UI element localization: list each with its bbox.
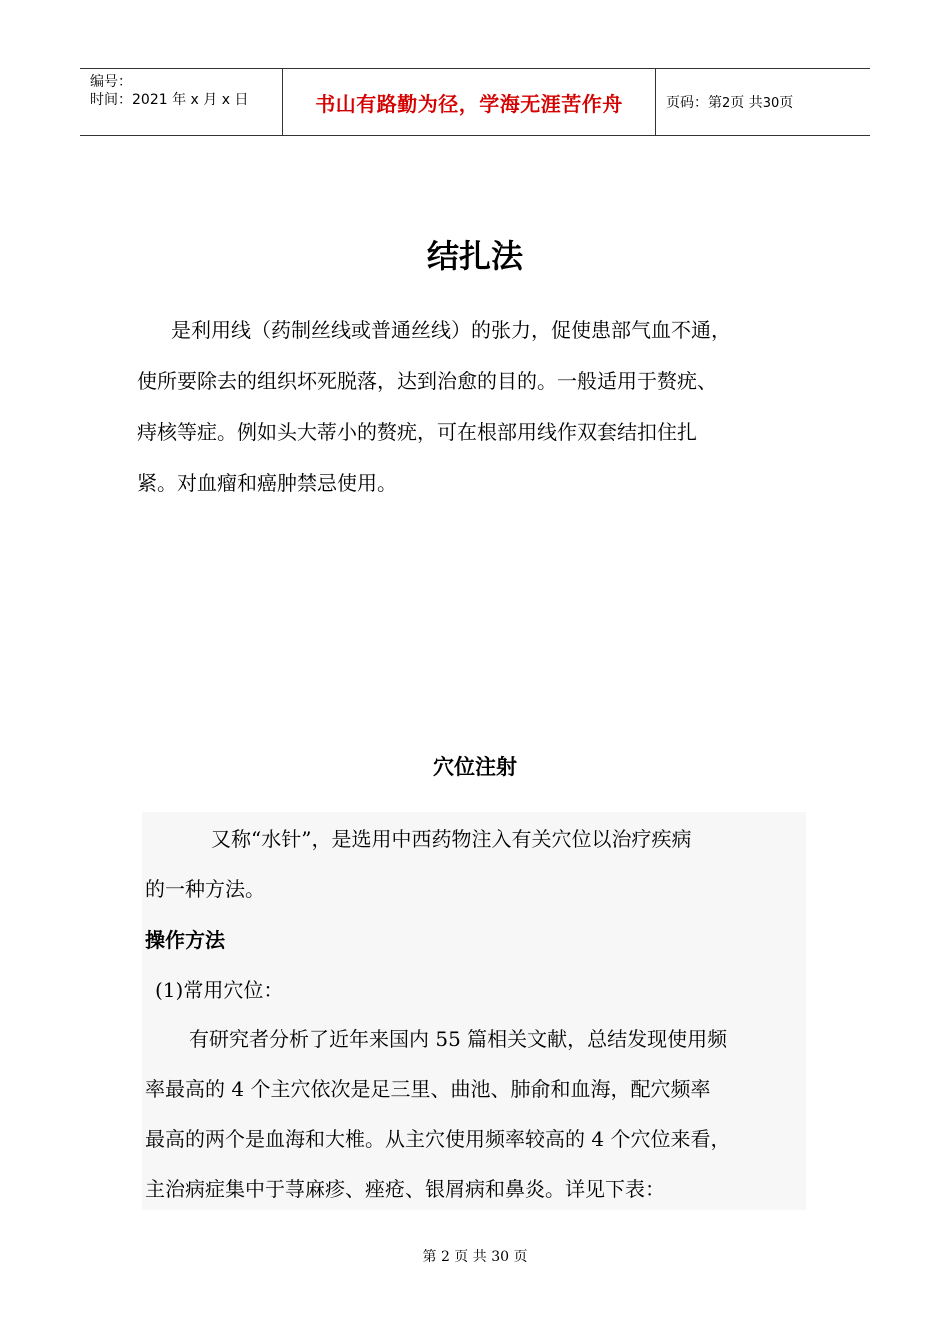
document-number-label: 编号： — [90, 74, 132, 90]
header-motto-cell — [282, 69, 656, 135]
paragraph-line: 使所要除去的组织坏死脱落，达到治愈的目的。一般适用于赘疣、 — [137, 369, 717, 393]
body-line: 有研究者分析了近年来国内 55 篇相关文献，总结发现使用频 — [189, 1027, 728, 1051]
section2-subheading: 操作方法 — [145, 928, 225, 952]
header-motto: 书山有路勤为径，学海无涯苦作舟 — [315, 91, 623, 116]
body-line: 最高的两个是血海和大椎。从主穴使用频率较高的 4 个穴位来看， — [145, 1127, 731, 1151]
paragraph-line: 痔核等症。例如头大蒂小的赘疣，可在根部用线作双套结扣住扎 — [137, 420, 697, 444]
document-date-label: 时间：2021 年 x 月 x 日 — [90, 92, 249, 108]
header-meta-cell — [80, 69, 282, 135]
pager-middle: 页 共 — [730, 95, 763, 111]
section2-title: 穴位注射 — [433, 755, 517, 779]
intro-line: 又称“水针”，是选用中西药物注入有关穴位以治疗疾病 — [211, 827, 692, 851]
pager-total: 30 — [762, 96, 780, 111]
pager-current: 2 — [722, 96, 731, 111]
body-line: 率最高的 4 个主穴依次是足三里、曲池、肺俞和血海，配穴频率 — [145, 1077, 711, 1101]
body-line: 主治病症集中于荨麻疹、痤疮、银屑病和鼻炎。详见下表： — [145, 1177, 665, 1201]
section1-paragraph — [137, 305, 797, 509]
section1-title: 结扎法 — [426, 237, 523, 275]
paragraph-line: 是利用线（药制丝线或普通丝线）的张力，促使患部气血不通， — [171, 318, 731, 342]
page-header — [80, 68, 870, 136]
intro-line: 的一种方法。 — [145, 877, 265, 901]
pager-prefix: 页码：第 — [666, 95, 722, 111]
paragraph-line: 紧。对血瘤和癌肿禁忌使用。 — [137, 471, 397, 495]
list-item-1: (1)常用穴位： — [155, 978, 284, 1002]
page-footer: 第 2 页 共 30 页 — [422, 1249, 528, 1265]
header-pager-cell — [656, 69, 870, 135]
header-pager — [666, 92, 793, 112]
pager-suffix: 页 — [779, 95, 794, 111]
